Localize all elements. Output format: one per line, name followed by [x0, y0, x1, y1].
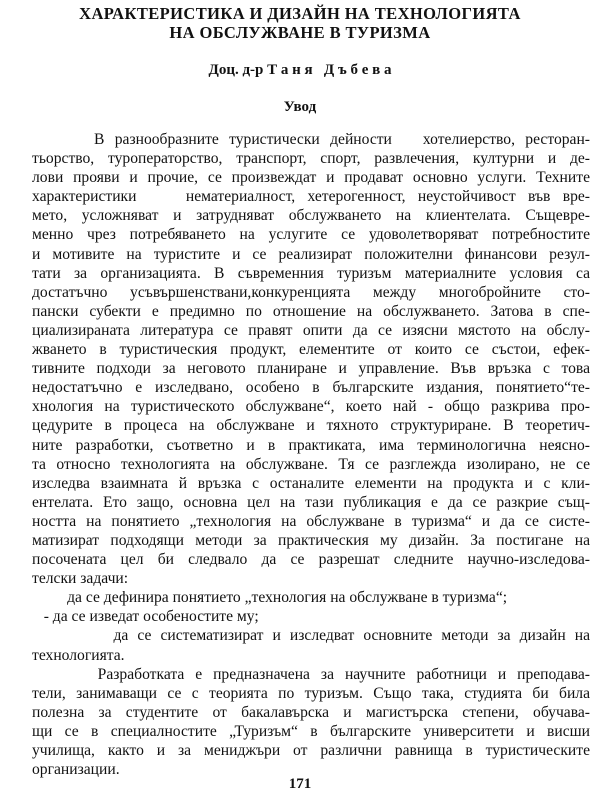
- text-line: матизират подходящи методи за практическия му дизайн. За постигане на: [32, 531, 590, 549]
- text-line: пански субекти е предимно по отношение на обслужването. Затова в спе-: [32, 302, 590, 320]
- text-line: - да се изведат особеностите му;: [32, 608, 259, 626]
- body-text: [32, 130, 590, 779]
- text-line: тели, занимаващи се с теорията по туризъм. Също така, студията би била: [32, 684, 590, 702]
- text-line: менно чрез потребяването на услугите се удоволетворяват потребностите: [32, 226, 590, 244]
- text-line: технологията.: [32, 646, 125, 664]
- text-line: организации.: [32, 761, 120, 779]
- text-line: тивните подходи за неговото планиране и управление. Във връзка с това: [32, 360, 590, 378]
- text-line: да се систематизират и изследват основните методи за дизайн на: [32, 627, 590, 645]
- text-line: циализираната литература се правят опити да се изясни мястото на обслу-: [32, 321, 590, 339]
- section-heading: Увод: [283, 99, 317, 115]
- text-line: тьорство, туроператорство, транспорт, спорт, развлечения, културни и де-: [32, 150, 590, 168]
- paper-title: [0, 4, 600, 42]
- page-number: 171: [288, 776, 312, 792]
- text-line: щи се в специалностите „Туризъм“ в българските университети и висши: [32, 722, 590, 740]
- text-line: недостатъчно е изследвано, особено в българските издания, понятието“те-: [32, 379, 590, 397]
- text-line: хнология на туристическото обслужване“, което най - общо разкрива про-: [32, 398, 590, 416]
- text-line: изследва взаимната й връзка с останалите елементи на продукта и с кли-: [32, 474, 590, 492]
- title-line-2: НА ОБСЛУЖВАНЕ В ТУРИЗМА: [169, 23, 431, 42]
- text-line: жването в туристическия продукт, елементите от които се състои, ефек-: [32, 341, 590, 359]
- title-line-1: ХАРАКТЕРИСТИКА И ДИЗАЙН НА ТЕХНОЛОГИЯТА: [79, 4, 521, 23]
- text-line: Разработката е предназначена за научните работници и преподава-: [32, 665, 590, 683]
- text-line: училища, както и за мениджъри от различни равнища в туристическите: [32, 742, 590, 759]
- text-line: ентелата. Ето защо, основна цел на тази публикация е да се разкрие същ-: [32, 493, 590, 511]
- text-line: ността на понятието „технология на обслужване в туризма“ и да се систе-: [32, 512, 590, 530]
- text-line: та относно технологията на обслужване. Тя се разглежда изолирано, не се: [32, 455, 590, 473]
- text-line: полезна за студентите от бакалавърска и магистърска степени, обучава-: [32, 703, 590, 721]
- text-line: характеристики нематериалност, хетерогенност, неустойчивост във вре-: [32, 188, 590, 206]
- text-line: В разнообразните туристически дейности хотелиерство, ресторан-: [32, 131, 590, 148]
- text-line: мето, усложняват и затрудняват обслужването на клиентелата. Същевре-: [32, 207, 590, 225]
- text-line: цедурите в процеса на обслужване и тяхното структуриране. В теоретич-: [32, 417, 590, 435]
- text-line: телски задачи:: [32, 570, 129, 588]
- text-line: посочената цел би следвало да се разрешат следните научно-изследова-: [32, 551, 590, 569]
- text-line: ните разработки, съответно и в практиката, има терминологична неясно-: [32, 436, 590, 454]
- text-line: достатъчно усъвършенствани,конкуренцията между многобройните сто-: [32, 283, 590, 301]
- text-line: тати за организацията. В съвременния туризъм материалните условия са: [32, 264, 590, 282]
- text-line: да се дефинира понятието „технология на обслужване в туризма“;: [32, 589, 508, 607]
- text-line: лови прояви и прочие, се произвеждат и продават основно услуги. Техните: [32, 169, 590, 187]
- author-name: Доц. д-р Т а н я Д ъ б е в а: [208, 62, 392, 78]
- text-line: и мотивите на туристите и се реализират положителни финансови резул-: [32, 245, 590, 263]
